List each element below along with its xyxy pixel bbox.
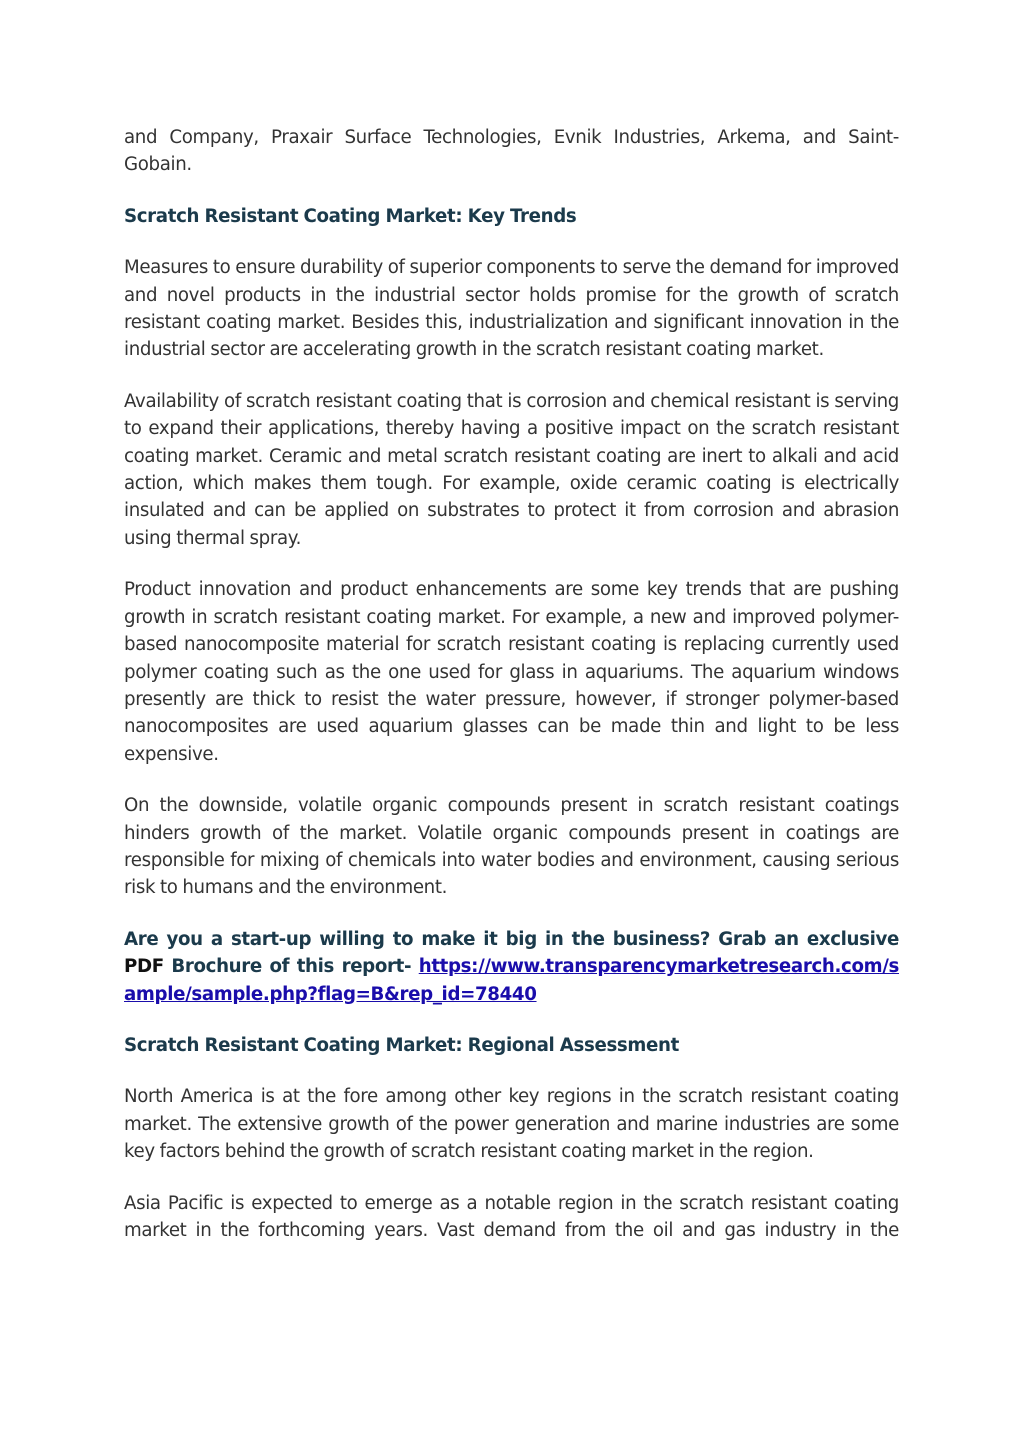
key-trends-heading: Scratch Resistant Coating Market: Key Trends	[124, 205, 577, 227]
regional-assessment-heading: Scratch Resistant Coating Market: Regional Assessment	[124, 1034, 679, 1056]
cta-brochure-text: Brochure of this report-	[163, 956, 412, 978]
key-trends-paragraph-4: On the downside, volatile organic compounds present in scratch resistant coatings hinders growth of the market. Volatile organic compounds present in coatings are responsible for mixing of chemicals into water bodies and environment, causing serious risk to humans and the environment.	[124, 795, 899, 899]
pdf-brochure-callout	[124, 926, 899, 1008]
regional-paragraph-1: North America is at the fore among other key regions in the scratch resistant coating market. The extensive growth of the power generation and marine industries are some key factors behind the growth of scratch resistant coating market in the region.	[124, 1086, 899, 1163]
sample-report-link[interactable]: https://www.transparencymarketresearch.com/sample/sample.php?flag=B&rep_id=78440	[124, 956, 899, 1005]
cta-lead-text: Are you a start-up willing to make it big in the business? Grab an exclusive	[124, 928, 899, 950]
cta-pdf-text: PDF	[124, 956, 164, 978]
document-page	[124, 124, 899, 1268]
key-trends-paragraph-1: Measures to ensure durability of superior components to serve the demand for improved and novel products in the industrial sector holds promise for the growth of scratch resistant coating market. Besides this, industrialization and significant innovation in the industrial sector are accelerating growth in the scratch resistant coating market.	[124, 257, 899, 361]
key-trends-paragraph-2: Availability of scratch resistant coating that is corrosion and chemical resistant is serving to expand their applications, thereby having a positive impact on the scratch resistant coating market. Ceramic and metal scratch resistant coating are inert to alkali and acid action, which makes them tough. For example, oxide ceramic coating is electrically insulated and can be applied on substrates to protect it from corrosion and abrasion using thermal spray.	[124, 390, 899, 549]
regional-paragraph-2: Asia Pacific is expected to emerge as a notable region in the scratch resistant coating market in the forthcoming years. Vast demand from the oil and gas industry in the	[124, 1192, 899, 1241]
key-trends-paragraph-3: Product innovation and product enhancements are some key trends that are pushing growth in scratch resistant coating market. For example, a new and improved polymer-based nanocomposite material for scratch resistant coating is replacing currently used polymer coating such as the one used for glass in aquariums. The aquarium windows presently are thick to resist the water pressure, however, if stronger polymer-based nanocomposites are used aquarium glasses can be made thin and light to be less expensive.	[124, 579, 899, 765]
intro-continuation-paragraph: and Company, Praxair Surface Technologies, Evnik Industries, Arkema, and Saint-Gobain.	[124, 127, 899, 176]
